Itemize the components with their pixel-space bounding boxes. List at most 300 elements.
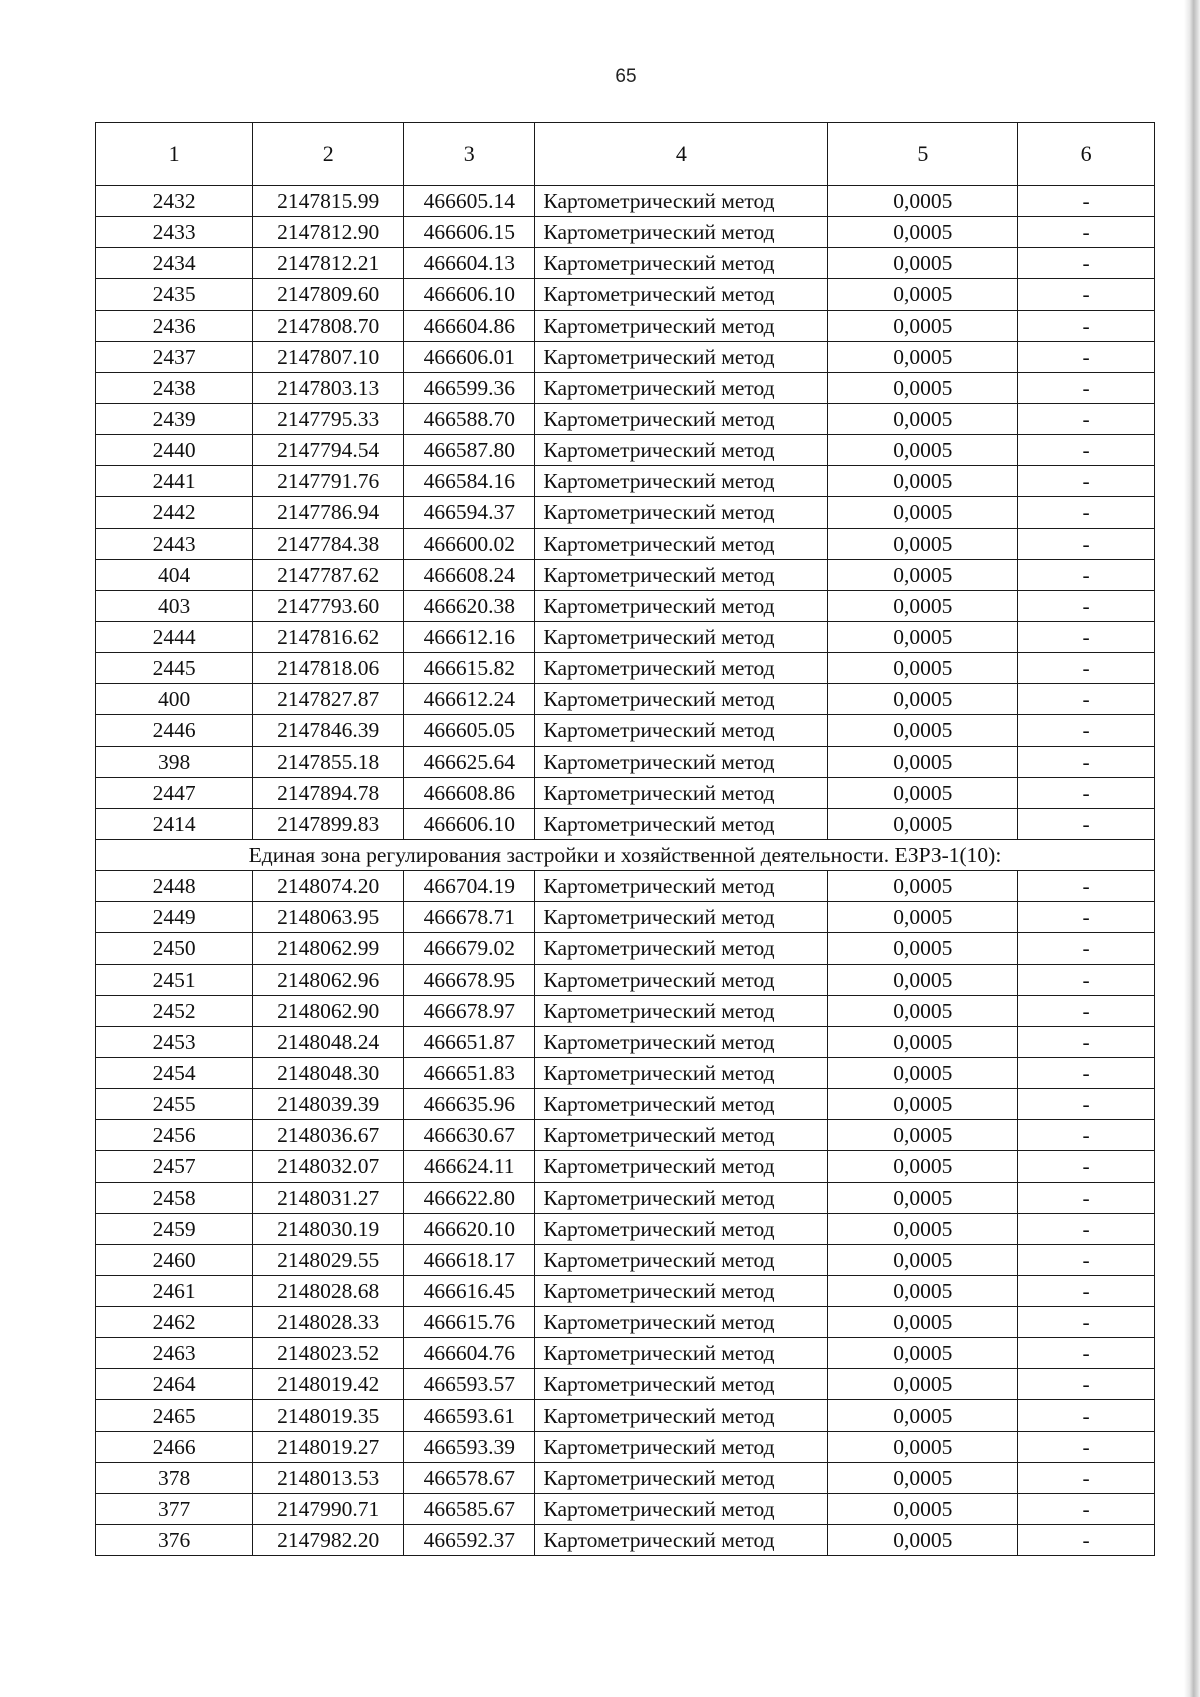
method-cell: Картометрический метод <box>535 746 828 777</box>
accuracy-cell: 0,0005 <box>828 217 1018 248</box>
table-row <box>96 1431 1155 1462</box>
x-coordinate-cell: 2147809.60 <box>253 279 404 310</box>
y-coordinate-cell: 466651.83 <box>404 1057 535 1088</box>
accuracy-cell: 0,0005 <box>828 1493 1018 1524</box>
x-coordinate-cell: 2148028.33 <box>253 1307 404 1338</box>
method-cell: Картометрический метод <box>535 403 828 434</box>
table-row <box>96 310 1155 341</box>
table-row <box>96 248 1155 279</box>
accuracy-cell: 0,0005 <box>828 995 1018 1026</box>
note-cell: - <box>1018 1431 1155 1462</box>
y-coordinate-cell: 466584.16 <box>404 466 535 497</box>
table-row <box>96 559 1155 590</box>
accuracy-cell: 0,0005 <box>828 746 1018 777</box>
table-row <box>96 1120 1155 1151</box>
method-cell: Картометрический метод <box>535 1525 828 1556</box>
y-coordinate-cell: 466578.67 <box>404 1462 535 1493</box>
y-coordinate-cell: 466608.86 <box>404 777 535 808</box>
table-row <box>96 933 1155 964</box>
method-cell: Картометрический метод <box>535 1275 828 1306</box>
table-section <box>96 839 1155 870</box>
method-cell: Картометрический метод <box>535 497 828 528</box>
point-number-cell: 2453 <box>96 1026 253 1057</box>
table-row <box>96 435 1155 466</box>
x-coordinate-cell: 2148013.53 <box>253 1462 404 1493</box>
method-cell: Картометрический метод <box>535 777 828 808</box>
y-coordinate-cell: 466622.80 <box>404 1182 535 1213</box>
x-coordinate-cell: 2147827.87 <box>253 684 404 715</box>
table-header-row <box>96 123 1155 186</box>
x-coordinate-cell: 2148048.30 <box>253 1057 404 1088</box>
accuracy-cell: 0,0005 <box>828 1120 1018 1151</box>
x-coordinate-cell: 2147812.90 <box>253 217 404 248</box>
point-number-cell: 2443 <box>96 528 253 559</box>
point-number-cell: 2452 <box>96 995 253 1026</box>
header-col-4: 4 <box>535 123 828 186</box>
point-number-cell: 403 <box>96 590 253 621</box>
point-number-cell: 2438 <box>96 372 253 403</box>
note-cell: - <box>1018 528 1155 559</box>
table-row <box>96 653 1155 684</box>
table-row <box>96 871 1155 902</box>
point-number-cell: 2445 <box>96 653 253 684</box>
y-coordinate-cell: 466587.80 <box>404 435 535 466</box>
note-cell: - <box>1018 372 1155 403</box>
table-row <box>96 1275 1155 1306</box>
method-cell: Картометрический метод <box>535 1400 828 1431</box>
note-cell: - <box>1018 559 1155 590</box>
accuracy-cell: 0,0005 <box>828 653 1018 684</box>
accuracy-cell: 0,0005 <box>828 1307 1018 1338</box>
point-number-cell: 2464 <box>96 1369 253 1400</box>
point-number-cell: 2462 <box>96 1307 253 1338</box>
method-cell: Картометрический метод <box>535 435 828 466</box>
accuracy-cell: 0,0005 <box>828 808 1018 839</box>
note-cell: - <box>1018 871 1155 902</box>
method-cell: Картометрический метод <box>535 310 828 341</box>
accuracy-cell: 0,0005 <box>828 1089 1018 1120</box>
x-coordinate-cell: 2147786.94 <box>253 497 404 528</box>
table-row <box>96 808 1155 839</box>
table-row <box>96 1338 1155 1369</box>
y-coordinate-cell: 466678.97 <box>404 995 535 1026</box>
note-cell: - <box>1018 1244 1155 1275</box>
y-coordinate-cell: 466604.86 <box>404 310 535 341</box>
method-cell: Картометрический метод <box>535 341 828 372</box>
note-cell: - <box>1018 1493 1155 1524</box>
y-coordinate-cell: 466615.82 <box>404 653 535 684</box>
x-coordinate-cell: 2147803.13 <box>253 372 404 403</box>
method-cell: Картометрический метод <box>535 1338 828 1369</box>
table-row <box>96 1493 1155 1524</box>
accuracy-cell: 0,0005 <box>828 902 1018 933</box>
accuracy-cell: 0,0005 <box>828 777 1018 808</box>
point-number-cell: 2432 <box>96 186 253 217</box>
note-cell: - <box>1018 933 1155 964</box>
accuracy-cell: 0,0005 <box>828 310 1018 341</box>
accuracy-cell: 0,0005 <box>828 933 1018 964</box>
point-number-cell: 2458 <box>96 1182 253 1213</box>
table-row <box>96 590 1155 621</box>
accuracy-cell: 0,0005 <box>828 466 1018 497</box>
x-coordinate-cell: 2147812.21 <box>253 248 404 279</box>
note-cell: - <box>1018 1026 1155 1057</box>
header-col-2: 2 <box>253 123 404 186</box>
table-row <box>96 902 1155 933</box>
note-cell: - <box>1018 248 1155 279</box>
x-coordinate-cell: 2148031.27 <box>253 1182 404 1213</box>
method-cell: Картометрический метод <box>535 715 828 746</box>
point-number-cell: 2447 <box>96 777 253 808</box>
note-cell: - <box>1018 435 1155 466</box>
y-coordinate-cell: 466615.76 <box>404 1307 535 1338</box>
table-row <box>96 621 1155 652</box>
x-coordinate-cell: 2148019.27 <box>253 1431 404 1462</box>
method-cell: Картометрический метод <box>535 808 828 839</box>
x-coordinate-cell: 2147793.60 <box>253 590 404 621</box>
accuracy-cell: 0,0005 <box>828 341 1018 372</box>
x-coordinate-cell: 2148062.96 <box>253 964 404 995</box>
accuracy-cell: 0,0005 <box>828 1369 1018 1400</box>
x-coordinate-cell: 2147807.10 <box>253 341 404 372</box>
table-row <box>96 528 1155 559</box>
coordinates-table <box>95 122 1155 1556</box>
table-row <box>96 1057 1155 1088</box>
table-row <box>96 1089 1155 1120</box>
method-cell: Картометрический метод <box>535 279 828 310</box>
point-number-cell: 377 <box>96 1493 253 1524</box>
point-number-cell: 2444 <box>96 621 253 652</box>
y-coordinate-cell: 466585.67 <box>404 1493 535 1524</box>
point-number-cell: 404 <box>96 559 253 590</box>
x-coordinate-cell: 2147818.06 <box>253 653 404 684</box>
method-cell: Картометрический метод <box>535 1182 828 1213</box>
x-coordinate-cell: 2147787.62 <box>253 559 404 590</box>
y-coordinate-cell: 466604.13 <box>404 248 535 279</box>
x-coordinate-cell: 2148039.39 <box>253 1089 404 1120</box>
method-cell: Картометрический метод <box>535 1307 828 1338</box>
y-coordinate-cell: 466612.16 <box>404 621 535 652</box>
point-number-cell: 2461 <box>96 1275 253 1306</box>
table-row <box>96 1182 1155 1213</box>
header-col-1: 1 <box>96 123 253 186</box>
x-coordinate-cell: 2148029.55 <box>253 1244 404 1275</box>
method-cell: Картометрический метод <box>535 1057 828 1088</box>
x-coordinate-cell: 2147794.54 <box>253 435 404 466</box>
y-coordinate-cell: 466605.14 <box>404 186 535 217</box>
accuracy-cell: 0,0005 <box>828 1244 1018 1275</box>
x-coordinate-cell: 2148074.20 <box>253 871 404 902</box>
accuracy-cell: 0,0005 <box>828 186 1018 217</box>
note-cell: - <box>1018 1338 1155 1369</box>
y-coordinate-cell: 466600.02 <box>404 528 535 559</box>
y-coordinate-cell: 466606.10 <box>404 279 535 310</box>
accuracy-cell: 0,0005 <box>828 871 1018 902</box>
x-coordinate-cell: 2148019.35 <box>253 1400 404 1431</box>
table-row <box>96 1213 1155 1244</box>
point-number-cell: 2437 <box>96 341 253 372</box>
accuracy-cell: 0,0005 <box>828 528 1018 559</box>
y-coordinate-cell: 466625.64 <box>404 746 535 777</box>
point-number-cell: 2440 <box>96 435 253 466</box>
point-number-cell: 2465 <box>96 1400 253 1431</box>
scan-edge-shadow <box>1184 0 1200 1697</box>
accuracy-cell: 0,0005 <box>828 497 1018 528</box>
table-row <box>96 684 1155 715</box>
table-row <box>96 1400 1155 1431</box>
header-col-3: 3 <box>404 123 535 186</box>
accuracy-cell: 0,0005 <box>828 1525 1018 1556</box>
y-coordinate-cell: 466605.05 <box>404 715 535 746</box>
point-number-cell: 2449 <box>96 902 253 933</box>
x-coordinate-cell: 2148032.07 <box>253 1151 404 1182</box>
point-number-cell: 398 <box>96 746 253 777</box>
point-number-cell: 2454 <box>96 1057 253 1088</box>
note-cell: - <box>1018 1369 1155 1400</box>
note-cell: - <box>1018 279 1155 310</box>
accuracy-cell: 0,0005 <box>828 1431 1018 1462</box>
y-coordinate-cell: 466624.11 <box>404 1151 535 1182</box>
point-number-cell: 2466 <box>96 1431 253 1462</box>
point-number-cell: 2441 <box>96 466 253 497</box>
y-coordinate-cell: 466618.17 <box>404 1244 535 1275</box>
method-cell: Картометрический метод <box>535 871 828 902</box>
x-coordinate-cell: 2147784.38 <box>253 528 404 559</box>
section-row <box>96 839 1155 870</box>
x-coordinate-cell: 2147815.99 <box>253 186 404 217</box>
x-coordinate-cell: 2148048.24 <box>253 1026 404 1057</box>
x-coordinate-cell: 2148028.68 <box>253 1275 404 1306</box>
method-cell: Картометрический метод <box>535 1026 828 1057</box>
table-row <box>96 1462 1155 1493</box>
point-number-cell: 400 <box>96 684 253 715</box>
note-cell: - <box>1018 1182 1155 1213</box>
method-cell: Картометрический метод <box>535 1369 828 1400</box>
method-cell: Картометрический метод <box>535 964 828 995</box>
accuracy-cell: 0,0005 <box>828 403 1018 434</box>
point-number-cell: 2455 <box>96 1089 253 1120</box>
table-row <box>96 964 1155 995</box>
y-coordinate-cell: 466593.39 <box>404 1431 535 1462</box>
point-number-cell: 2446 <box>96 715 253 746</box>
point-number-cell: 2435 <box>96 279 253 310</box>
method-cell: Картометрический метод <box>535 902 828 933</box>
header-col-5: 5 <box>828 123 1018 186</box>
accuracy-cell: 0,0005 <box>828 964 1018 995</box>
table-row <box>96 715 1155 746</box>
x-coordinate-cell: 2147899.83 <box>253 808 404 839</box>
note-cell: - <box>1018 341 1155 372</box>
method-cell: Картометрический метод <box>535 1089 828 1120</box>
accuracy-cell: 0,0005 <box>828 435 1018 466</box>
x-coordinate-cell: 2147795.33 <box>253 403 404 434</box>
y-coordinate-cell: 466635.96 <box>404 1089 535 1120</box>
note-cell: - <box>1018 217 1155 248</box>
x-coordinate-cell: 2148062.99 <box>253 933 404 964</box>
point-number-cell: 2457 <box>96 1151 253 1182</box>
method-cell: Картометрический метод <box>535 933 828 964</box>
y-coordinate-cell: 466679.02 <box>404 933 535 964</box>
method-cell: Картометрический метод <box>535 1431 828 1462</box>
table-row <box>96 1525 1155 1556</box>
y-coordinate-cell: 466588.70 <box>404 403 535 434</box>
y-coordinate-cell: 466606.01 <box>404 341 535 372</box>
point-number-cell: 2460 <box>96 1244 253 1275</box>
y-coordinate-cell: 466704.19 <box>404 871 535 902</box>
table-row <box>96 746 1155 777</box>
note-cell: - <box>1018 403 1155 434</box>
y-coordinate-cell: 466630.67 <box>404 1120 535 1151</box>
accuracy-cell: 0,0005 <box>828 559 1018 590</box>
method-cell: Картометрический метод <box>535 186 828 217</box>
page-number: 65 <box>615 66 637 87</box>
method-cell: Картометрический метод <box>535 995 828 1026</box>
method-cell: Картометрический метод <box>535 1213 828 1244</box>
x-coordinate-cell: 2148062.90 <box>253 995 404 1026</box>
accuracy-cell: 0,0005 <box>828 372 1018 403</box>
point-number-cell: 2434 <box>96 248 253 279</box>
accuracy-cell: 0,0005 <box>828 1151 1018 1182</box>
table-row <box>96 995 1155 1026</box>
point-number-cell: 2463 <box>96 1338 253 1369</box>
y-coordinate-cell: 466620.10 <box>404 1213 535 1244</box>
point-number-cell: 2433 <box>96 217 253 248</box>
note-cell: - <box>1018 1057 1155 1088</box>
accuracy-cell: 0,0005 <box>828 1462 1018 1493</box>
x-coordinate-cell: 2147894.78 <box>253 777 404 808</box>
note-cell: - <box>1018 1089 1155 1120</box>
note-cell: - <box>1018 466 1155 497</box>
table-row <box>96 186 1155 217</box>
note-cell: - <box>1018 186 1155 217</box>
point-number-cell: 2439 <box>96 403 253 434</box>
x-coordinate-cell: 2148036.67 <box>253 1120 404 1151</box>
point-number-cell: 2456 <box>96 1120 253 1151</box>
table-row <box>96 1369 1155 1400</box>
method-cell: Картометрический метод <box>535 1120 828 1151</box>
point-number-cell: 2442 <box>96 497 253 528</box>
method-cell: Картометрический метод <box>535 1462 828 1493</box>
x-coordinate-cell: 2147791.76 <box>253 466 404 497</box>
table-row <box>96 341 1155 372</box>
table-row <box>96 1026 1155 1057</box>
note-cell: - <box>1018 902 1155 933</box>
note-cell: - <box>1018 995 1155 1026</box>
point-number-cell: 2459 <box>96 1213 253 1244</box>
note-cell: - <box>1018 1275 1155 1306</box>
method-cell: Картометрический метод <box>535 684 828 715</box>
note-cell: - <box>1018 621 1155 652</box>
accuracy-cell: 0,0005 <box>828 1338 1018 1369</box>
point-number-cell: 2450 <box>96 933 253 964</box>
table-row <box>96 466 1155 497</box>
accuracy-cell: 0,0005 <box>828 279 1018 310</box>
y-coordinate-cell: 466620.38 <box>404 590 535 621</box>
accuracy-cell: 0,0005 <box>828 1400 1018 1431</box>
x-coordinate-cell: 2147846.39 <box>253 715 404 746</box>
y-coordinate-cell: 466608.24 <box>404 559 535 590</box>
method-cell: Картометрический метод <box>535 248 828 279</box>
note-cell: - <box>1018 964 1155 995</box>
table-row <box>96 1244 1155 1275</box>
note-cell: - <box>1018 653 1155 684</box>
method-cell: Картометрический метод <box>535 1493 828 1524</box>
table-row <box>96 1307 1155 1338</box>
table-row <box>96 777 1155 808</box>
table-row <box>96 403 1155 434</box>
table-row <box>96 217 1155 248</box>
method-cell: Картометрический метод <box>535 466 828 497</box>
accuracy-cell: 0,0005 <box>828 1057 1018 1088</box>
x-coordinate-cell: 2148030.19 <box>253 1213 404 1244</box>
accuracy-cell: 0,0005 <box>828 1182 1018 1213</box>
note-cell: - <box>1018 1213 1155 1244</box>
table-body-group-1 <box>96 186 1155 840</box>
x-coordinate-cell: 2147990.71 <box>253 1493 404 1524</box>
x-coordinate-cell: 2147808.70 <box>253 310 404 341</box>
point-number-cell: 378 <box>96 1462 253 1493</box>
note-cell: - <box>1018 684 1155 715</box>
y-coordinate-cell: 466593.61 <box>404 1400 535 1431</box>
accuracy-cell: 0,0005 <box>828 1275 1018 1306</box>
point-number-cell: 2451 <box>96 964 253 995</box>
method-cell: Картометрический метод <box>535 528 828 559</box>
y-coordinate-cell: 466606.15 <box>404 217 535 248</box>
header-col-6: 6 <box>1018 123 1155 186</box>
method-cell: Картометрический метод <box>535 559 828 590</box>
x-coordinate-cell: 2148063.95 <box>253 902 404 933</box>
note-cell: - <box>1018 777 1155 808</box>
method-cell: Картометрический метод <box>535 590 828 621</box>
table-row <box>96 279 1155 310</box>
y-coordinate-cell: 466593.57 <box>404 1369 535 1400</box>
section-title: Единая зона регулирования застройки и хозяйственной деятельности. ЕЗРЗ-1(10): <box>96 839 1155 870</box>
y-coordinate-cell: 466599.36 <box>404 372 535 403</box>
y-coordinate-cell: 466678.95 <box>404 964 535 995</box>
method-cell: Картометрический метод <box>535 621 828 652</box>
accuracy-cell: 0,0005 <box>828 1213 1018 1244</box>
note-cell: - <box>1018 1307 1155 1338</box>
table-row <box>96 372 1155 403</box>
point-number-cell: 2414 <box>96 808 253 839</box>
y-coordinate-cell: 466606.10 <box>404 808 535 839</box>
method-cell: Картометрический метод <box>535 1151 828 1182</box>
note-cell: - <box>1018 808 1155 839</box>
note-cell: - <box>1018 1151 1155 1182</box>
note-cell: - <box>1018 1400 1155 1431</box>
y-coordinate-cell: 466604.76 <box>404 1338 535 1369</box>
y-coordinate-cell: 466592.37 <box>404 1525 535 1556</box>
y-coordinate-cell: 466594.37 <box>404 497 535 528</box>
accuracy-cell: 0,0005 <box>828 715 1018 746</box>
note-cell: - <box>1018 1525 1155 1556</box>
method-cell: Картометрический метод <box>535 653 828 684</box>
accuracy-cell: 0,0005 <box>828 621 1018 652</box>
x-coordinate-cell: 2147982.20 <box>253 1525 404 1556</box>
y-coordinate-cell: 466678.71 <box>404 902 535 933</box>
point-number-cell: 376 <box>96 1525 253 1556</box>
note-cell: - <box>1018 715 1155 746</box>
x-coordinate-cell: 2148023.52 <box>253 1338 404 1369</box>
accuracy-cell: 0,0005 <box>828 590 1018 621</box>
accuracy-cell: 0,0005 <box>828 1026 1018 1057</box>
point-number-cell: 2448 <box>96 871 253 902</box>
note-cell: - <box>1018 310 1155 341</box>
table-row <box>96 1151 1155 1182</box>
x-coordinate-cell: 2147855.18 <box>253 746 404 777</box>
note-cell: - <box>1018 1462 1155 1493</box>
note-cell: - <box>1018 746 1155 777</box>
